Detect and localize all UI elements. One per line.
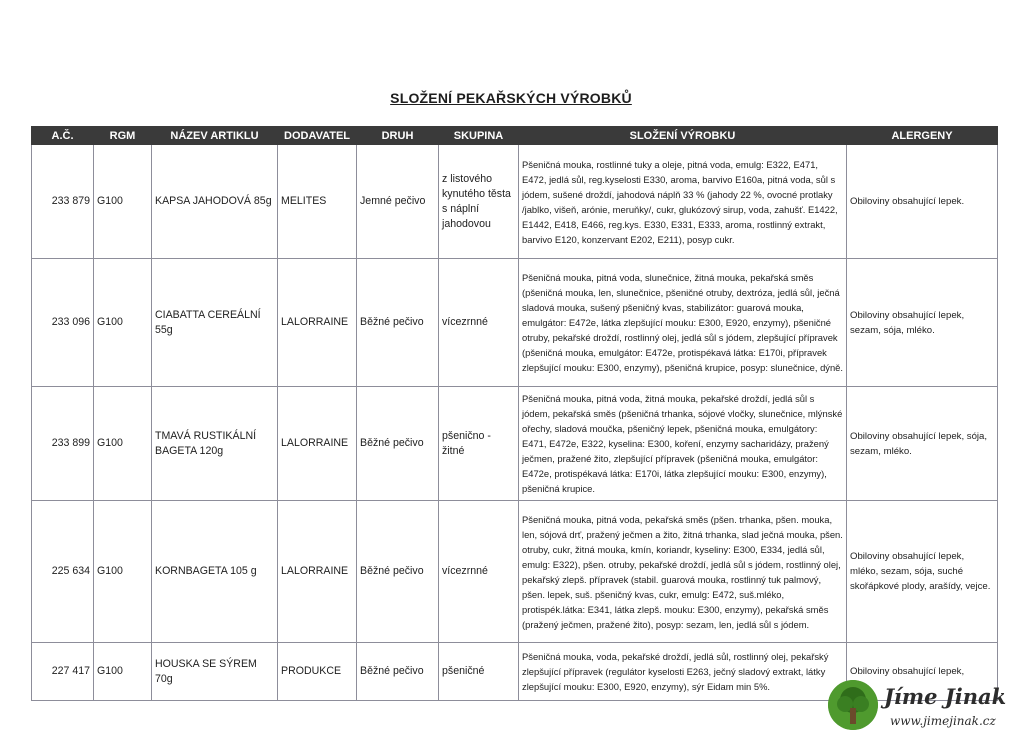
- cell-name: KAPSA JAHODOVÁ 85g: [152, 145, 278, 259]
- col-header-composition: SLOŽENÍ VÝROBKU: [519, 127, 847, 145]
- col-header-group: SKUPINA: [439, 127, 519, 145]
- cell-supplier: LALORRAINE: [278, 259, 357, 387]
- cell-rgm: G100: [94, 643, 152, 701]
- cell-kind: Běžné pečivo: [357, 259, 439, 387]
- col-header-kind: DRUH: [357, 127, 439, 145]
- cell-composition: Pšeničná mouka, pitná voda, žitná mouka, pekařské droždí, jedlá sůl s jódem, pekařská směs (pšeničná trhanka, sójové vločky, slunečnice, mlýnské ořechy, sladová moučka, pšeničný lepek, pšeničná mouka, emulgátory: E471, E472e, E322, kyselina: E300, koření, enzymy sacharidázy, pražený ječmen, pražené žito, zlepšující přípravek (pšeničná mouka, emulgátor: E472e, protispékavá látka: E170i, látka zlepšující mouku: E300, enzymy), pšeničná krupice.: [519, 387, 847, 501]
- cell-group: pšenično - žitné: [439, 387, 519, 501]
- cell-composition: Pšeničná mouka, pitná voda, slunečnice, žitná mouka, pekařská směs (pšeničná mouka, len, slunečnice, pšeničné otruby, dextróza, jedlá sůl, ječná sladová mouka, sušený pšeničný kvas, stabilizátor: guarová mouka, emulgátor: E472e, látka zlepšující mouku: E300, E920, enzymy), pšeničné otruby, pekařské droždí, rostlinný olej, jedlá sůl s jódem, zlepšující přípravek (pšeničná mouka, emulgátor: E472e, protispékavá látka: E170i, přípravek zlepšující mouku: E300, enzymy), pšeničná krupice, posyp: slunečnice, dýně.: [519, 259, 847, 387]
- table-row: [32, 501, 998, 643]
- cell-name: CIABATTA CEREÁLNÍ 55g: [152, 259, 278, 387]
- cell-supplier: MELITES: [278, 145, 357, 259]
- cell-code: 233 899: [32, 387, 94, 501]
- cell-code: 233 096: [32, 259, 94, 387]
- cell-name: TMAVÁ RUSTIKÁLNÍ BAGETA 120g: [152, 387, 278, 501]
- cell-rgm: G100: [94, 387, 152, 501]
- col-header-allergens: ALERGENY: [847, 127, 998, 145]
- cell-group: pšeničné: [439, 643, 519, 701]
- cell-supplier: LALORRAINE: [278, 501, 357, 643]
- cell-supplier: PRODUKCE: [278, 643, 357, 701]
- logo-name: Jíme Jinak: [884, 684, 1007, 709]
- cell-name: HOUSKA SE SÝREM 70g: [152, 643, 278, 701]
- col-header-rgm: RGM: [94, 127, 152, 145]
- cell-kind: Běžné pečivo: [357, 501, 439, 643]
- cell-code: 233 879: [32, 145, 94, 259]
- cell-code: 225 634: [32, 501, 94, 643]
- page-title: SLOŽENÍ PEKAŘSKÝCH VÝROBKŮ: [390, 90, 632, 106]
- cell-composition: Pšeničná mouka, voda, pekařské droždí, jedlá sůl, rostlinný olej, pekařský zlepšující přípravek (regulátor kyselosti E263, ječný sladový extrakt, látky zlepšující mouku: E300, E920, enzymy), sýr Eidam min 5%.: [519, 643, 847, 701]
- tree-icon: [828, 680, 878, 730]
- cell-allergens: Obiloviny obsahující lepek,: [847, 643, 998, 701]
- cell-group: vícezrnné: [439, 501, 519, 643]
- table-row: [32, 145, 998, 259]
- cell-allergens: Obiloviny obsahující lepek, sezam, sója, mléko.: [847, 259, 998, 387]
- col-header-name: NÁZEV ARTIKLU: [152, 127, 278, 145]
- cell-group: z listového kynutého těsta s náplní jahodovou: [439, 145, 519, 259]
- cell-composition: Pšeničná mouka, pitná voda, pekařská směs (pšen. trhanka, pšen. mouka, len, sójová drť, pražený ječmen a žito, žitná trhanka, slad ječná mouka, pšen. otruby, cukr, žitná mouka, kmín, koriandr, kyseliny: E300, E334, jedlá sůl, emulg: E322), pšen. otruby, pekařské droždí, jedlá sůl s jódem, rostlinný olej, pekařský zlepš. přípravek (stabil. guarová mouka, rostlinný tuk palmový, pšen. lepek, suš. pšeničný kvas, cukr, emulg: E472, suš.mléko, protispék.látka: E341, látka zlepš. mouku: E300, enzymy), pekařská směs (pražený ječmen, pražené žito), posyp: sezam, len, jedlá sůl s jódem.: [519, 501, 847, 643]
- cell-allergens: Obiloviny obsahující lepek, mléko, sezam, sója, suché skořápkové plody, arašídy, vejce.: [847, 501, 998, 643]
- cell-kind: Běžné pečivo: [357, 387, 439, 501]
- col-header-supplier: DODAVATEL: [278, 127, 357, 145]
- logo-url[interactable]: www.jimejinak.cz: [890, 714, 996, 728]
- cell-allergens: Obiloviny obsahující lepek, sója, sezam, mléko.: [847, 387, 998, 501]
- cell-rgm: G100: [94, 259, 152, 387]
- cell-allergens: Obiloviny obsahující lepek.: [847, 145, 998, 259]
- products-table: [31, 126, 998, 701]
- cell-group: vícezrnné: [439, 259, 519, 387]
- table-row: [32, 387, 998, 501]
- table-row: [32, 259, 998, 387]
- cell-supplier: LALORRAINE: [278, 387, 357, 501]
- cell-code: 227 417: [32, 643, 94, 701]
- col-header-code: A.Č.: [32, 127, 94, 145]
- cell-kind: Jemné pečivo: [357, 145, 439, 259]
- cell-kind: Běžné pečivo: [357, 643, 439, 701]
- table-header-row: [32, 127, 998, 145]
- cell-name: KORNBAGETA 105 g: [152, 501, 278, 643]
- jime-jinak-logo: [828, 680, 1018, 738]
- cell-rgm: G100: [94, 145, 152, 259]
- cell-composition: Pšeničná mouka, rostlinné tuky a oleje, pitná voda, emulg: E322, E471, E472, jedlá sůl, reg.kyselosti E330, aroma, barvivo E160a, pitná voda, sůl s jódem, sušené droždí, jahodová náplň 33 % (jahody 22 %, ovocné protlaky /jablko, višeň, arónie, meruňky/, cukr, glukózový sirup, voda, zahušť. E1422, E1442, E418, E466, reg.kys. E330, E331, E333, aroma, rostlinný extrakt, barvivo E120, konzervant E202, E211), posyp cukr.: [519, 145, 847, 259]
- cell-rgm: G100: [94, 501, 152, 643]
